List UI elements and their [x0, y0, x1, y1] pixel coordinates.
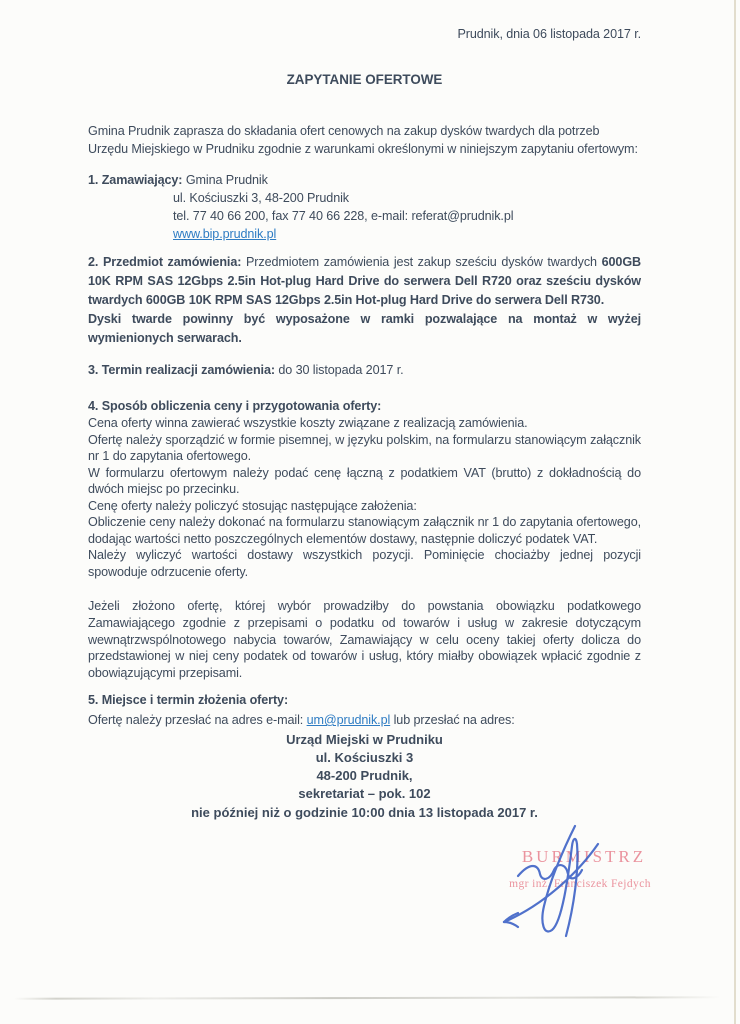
- email-line-suffix: lub przesłać na adres:: [390, 713, 515, 727]
- email-line: [88, 712, 641, 729]
- mayor-stamp-title: BURMISTRZ: [521, 847, 647, 866]
- scan-artifact-bottom: [14, 996, 720, 999]
- section-1-zamawiajacy: [88, 171, 641, 243]
- section-2-label: 2. Przedmiot zamówienia:: [88, 255, 242, 269]
- org-address: ul. Kościuszki 3, 48-200 Prudnik: [173, 191, 350, 205]
- section-1-label: 1. Zamawiający:: [88, 173, 183, 187]
- submission-address-line: 48-200 Prudnik,: [316, 768, 413, 783]
- pricing-paragraph: Obliczenie ceny należy dokonać na formularzu stanowiącym załącznik nr 1 do zapytania ofertowego, dodając wartości netto poszczególnych elementów dostawy, następnie doliczyć podatek VAT.: [88, 515, 641, 546]
- deadline-line: nie później niż o godzinie 10:00 dnia 13 listopada 2017 r.: [191, 805, 538, 820]
- subject-note-bold: Dyski twarde powinny być wyposażone w ramki pozwalające na montaż w wyżej wymienionych serwarach.: [88, 312, 641, 345]
- tax-paragraph: Jeżeli złożono ofertę, której wybór prowadziłby do powstania obowiązku podatkowego Zamawiającego zgodnie z przepisami o podatku od towarów i usług w zakresie dotyczącym wewnątrzwspólnotowego nabycia towarów, Zamawiający w celu oceny takiej oferty dolicza do przedstawionej w niej ceny podatek od towarów i usług, który miałby obowiązek wpłacić zgodnie z obowiązującymi przepisami.: [88, 599, 641, 681]
- intro-paragraph: Gmina Prudnik zaprasza do składania ofert cenowych na zakup dysków twardych dla potrzeb Urzędu Miejskiego w Prudniku zgodnie z warunkami określonymi w niniejszym zapytaniu ofertowym:: [88, 124, 638, 156]
- org-name: Gmina Prudnik: [185, 173, 268, 187]
- pricing-paragraph: Cenę oferty należy policzyć stosując następujące założenia:: [88, 498, 417, 513]
- subject-text-regular: Przedmiotem zamówienia jest zakup sześciu dysków twardych: [245, 255, 597, 269]
- pricing-paragraph: Należy wyliczyć wartości dostawy wszystkich pozycji. Pominięcie chociażby jednej pozycji spowoduje odrzucenie oferty.: [88, 548, 641, 579]
- pricing-paragraph: Cena oferty winna zawierać wszystkie koszty związane z realizacją zamówienia.: [88, 416, 528, 430]
- section-1-first-line: [88, 171, 641, 189]
- submission-address-line: sekretariat – pok. 102: [298, 786, 431, 801]
- org-website-link[interactable]: www.bip.prudnik.pl: [173, 227, 277, 241]
- pricing-paragraph: Ofertę należy sporządzić w formie pisemnej, w języku polskim, na formularzu stanowiącym załącznik nr 1 do zapytania ofertowego.: [88, 432, 641, 463]
- subject-text-bold: 600GB 10K RPM SAS 12Gbps 2.5in Hot-plug Hard Drive do serwera Dell R720 oraz sześciu dysków twardych 600GB 10K RPM SAS 12Gbps 2.5in Hot-plug Hard Drive do serwera Dell R730.: [88, 255, 642, 307]
- section-2-przedmiot: [88, 253, 641, 348]
- org-website-line: [88, 225, 641, 243]
- section-3-label: 3. Termin realizacji zamówienia:: [88, 363, 275, 377]
- section-4-body: [88, 415, 641, 580]
- scan-edge-right: [734, 0, 736, 1024]
- section-3-value: do 30 listopada 2017 r.: [278, 363, 404, 377]
- section-4-label: 4. Sposób obliczenia ceny i przygotowania oferty:: [88, 399, 382, 413]
- submission-address-line: ul. Kościuszki 3: [315, 750, 414, 765]
- date-line: Prudnik, dnia 06 listopada 2017 r.: [457, 27, 641, 41]
- document-title: ZAPYTANIE OFERTOWE: [286, 72, 443, 87]
- handwritten-signature-icon: [480, 818, 630, 950]
- org-contact: tel. 77 40 66 200, fax 77 40 66 228, e-mail: referat@prudnik.pl: [173, 209, 514, 223]
- section-5-label: 5. Miejsce i termin złożenia oferty:: [88, 693, 289, 707]
- mayor-stamp-name: mgr inż. Franciszek Fejdych: [509, 878, 651, 890]
- submission-address-block: [88, 731, 683, 803]
- submission-address-line: Urząd Miejski w Prudniku: [286, 732, 443, 747]
- section-2-paragraph: [88, 253, 641, 310]
- email-link[interactable]: um@prudnik.pl: [306, 713, 391, 727]
- pricing-paragraph: W formularzu ofertowym należy podać cenę łączną z podatkiem VAT (brutto) z dokładnością do dwóch miejsc po przecinku.: [88, 465, 641, 496]
- section-3-termin: [88, 362, 641, 379]
- email-line-prefix: Ofertę należy przesłać na adres e-mail:: [88, 713, 307, 727]
